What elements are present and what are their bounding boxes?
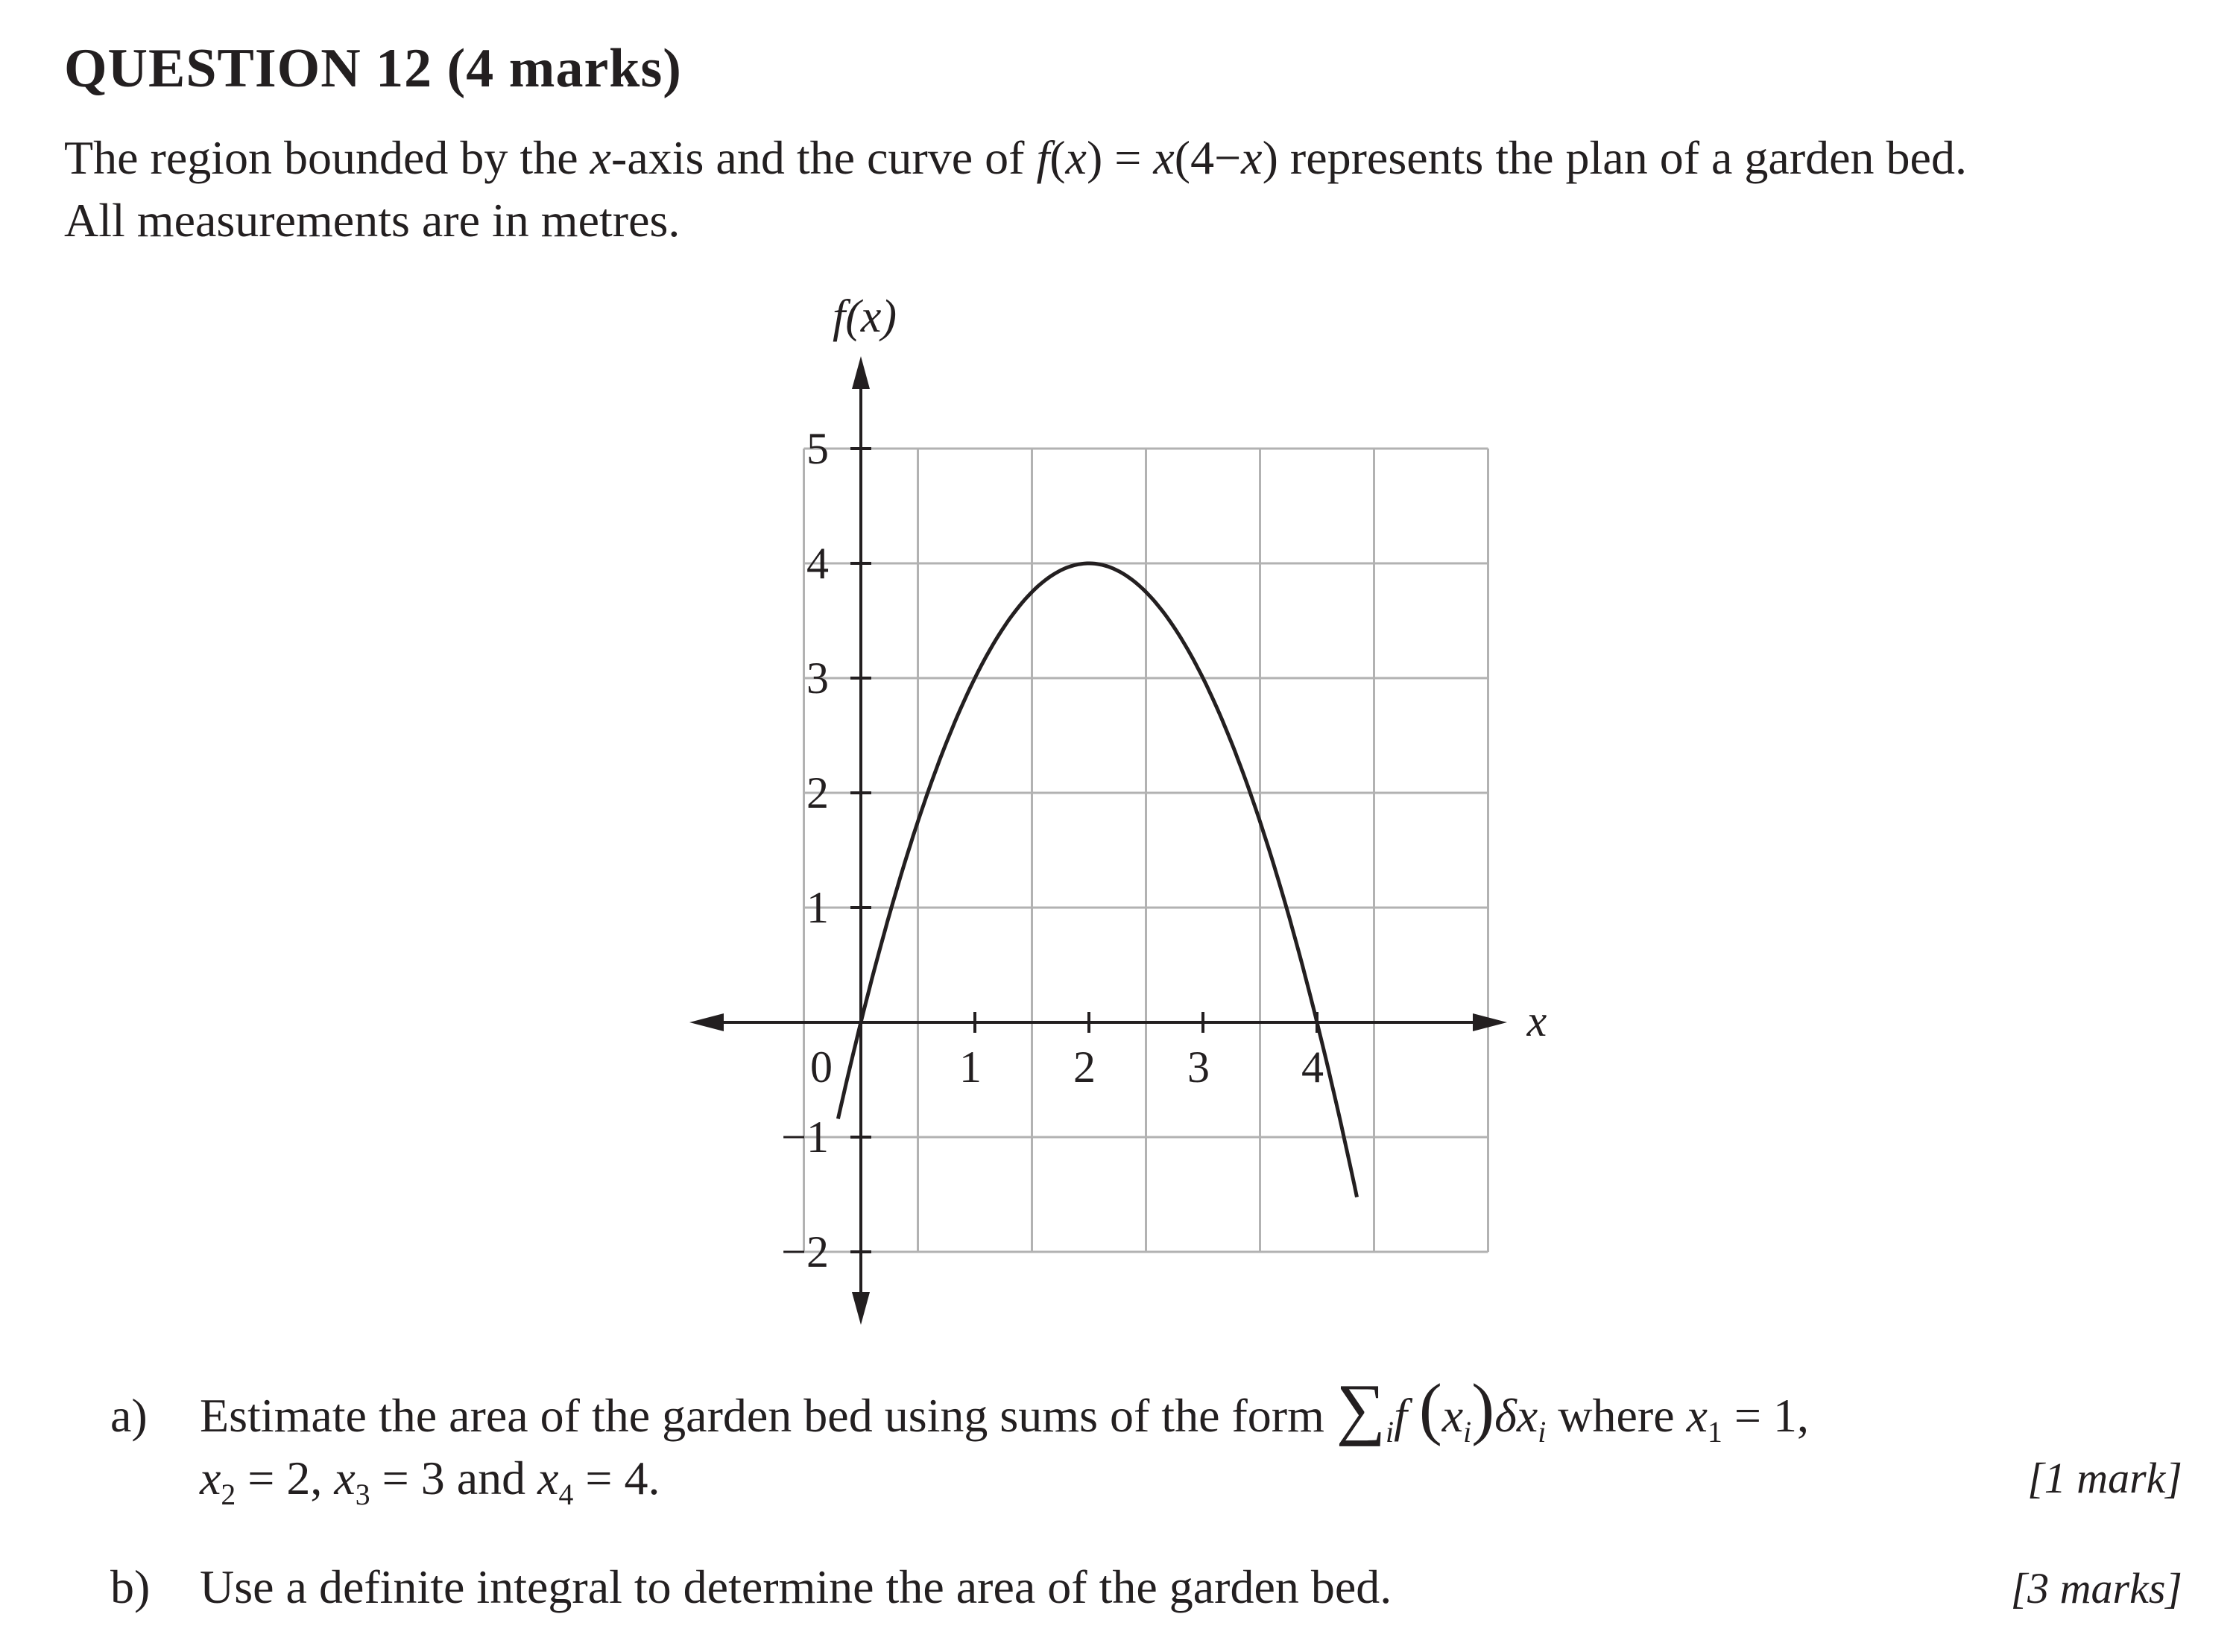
part-b-text: Use a definite integral to determine the area of the garden bed. xyxy=(200,1560,1392,1613)
part-a-text: Estimate the area of the garden bed using sums of the form $\sum_if$ $(x_i)\delta x_i$ where $x_1 = 1$, $x_2 = 2$, $x_3 = 3$ and $x_4 = 4$. xyxy=(200,1370,1809,1511)
part-a-marks: [1 mark] xyxy=(2027,1454,2182,1502)
part-b xyxy=(110,1556,2197,1623)
parabola-curve xyxy=(838,563,1357,1197)
y-axis-arrow-down xyxy=(852,1292,870,1325)
y-tick-label: −1 xyxy=(781,1113,829,1162)
x-tick-label: 2 xyxy=(1073,1042,1096,1092)
y-tick-label: 4 xyxy=(806,539,829,588)
x-axis-label: x xyxy=(1526,996,1547,1045)
y-tick-label: 2 xyxy=(806,768,829,817)
y-tick-label: 3 xyxy=(806,653,829,703)
question-heading: QUESTION 12 (4 marks) xyxy=(64,38,682,99)
grid xyxy=(804,449,1488,1252)
x-axis-arrow-right xyxy=(1473,1013,1507,1031)
x-tick-label: 3 xyxy=(1187,1042,1210,1092)
y-axis-arrow-up xyxy=(852,356,870,389)
intro-line-1: The region bounded by the x-axis and the curve of f(x) = x(4−x) represents the plan of a garden bed. xyxy=(64,131,1967,184)
part-a-letter: a) xyxy=(110,1389,148,1442)
origin-label: 0 xyxy=(810,1042,833,1092)
axis-labels xyxy=(781,291,1547,1276)
y-tick-label: −2 xyxy=(781,1227,829,1276)
x-tick-label: 4 xyxy=(1301,1042,1324,1092)
y-tick-label: 1 xyxy=(806,883,829,932)
x-axis-arrow-left xyxy=(689,1013,724,1031)
x-tick-label: 1 xyxy=(959,1042,982,1092)
y-axis-label: f(x) xyxy=(832,291,897,342)
part-a xyxy=(110,1370,2197,1519)
intro-line-2: All measurements are in metres. xyxy=(64,194,680,247)
axes xyxy=(689,356,1507,1325)
y-tick-label: 5 xyxy=(806,424,829,473)
part-b-marks: [3 marks] xyxy=(2010,1564,2182,1613)
part-b-letter: b) xyxy=(110,1560,151,1613)
